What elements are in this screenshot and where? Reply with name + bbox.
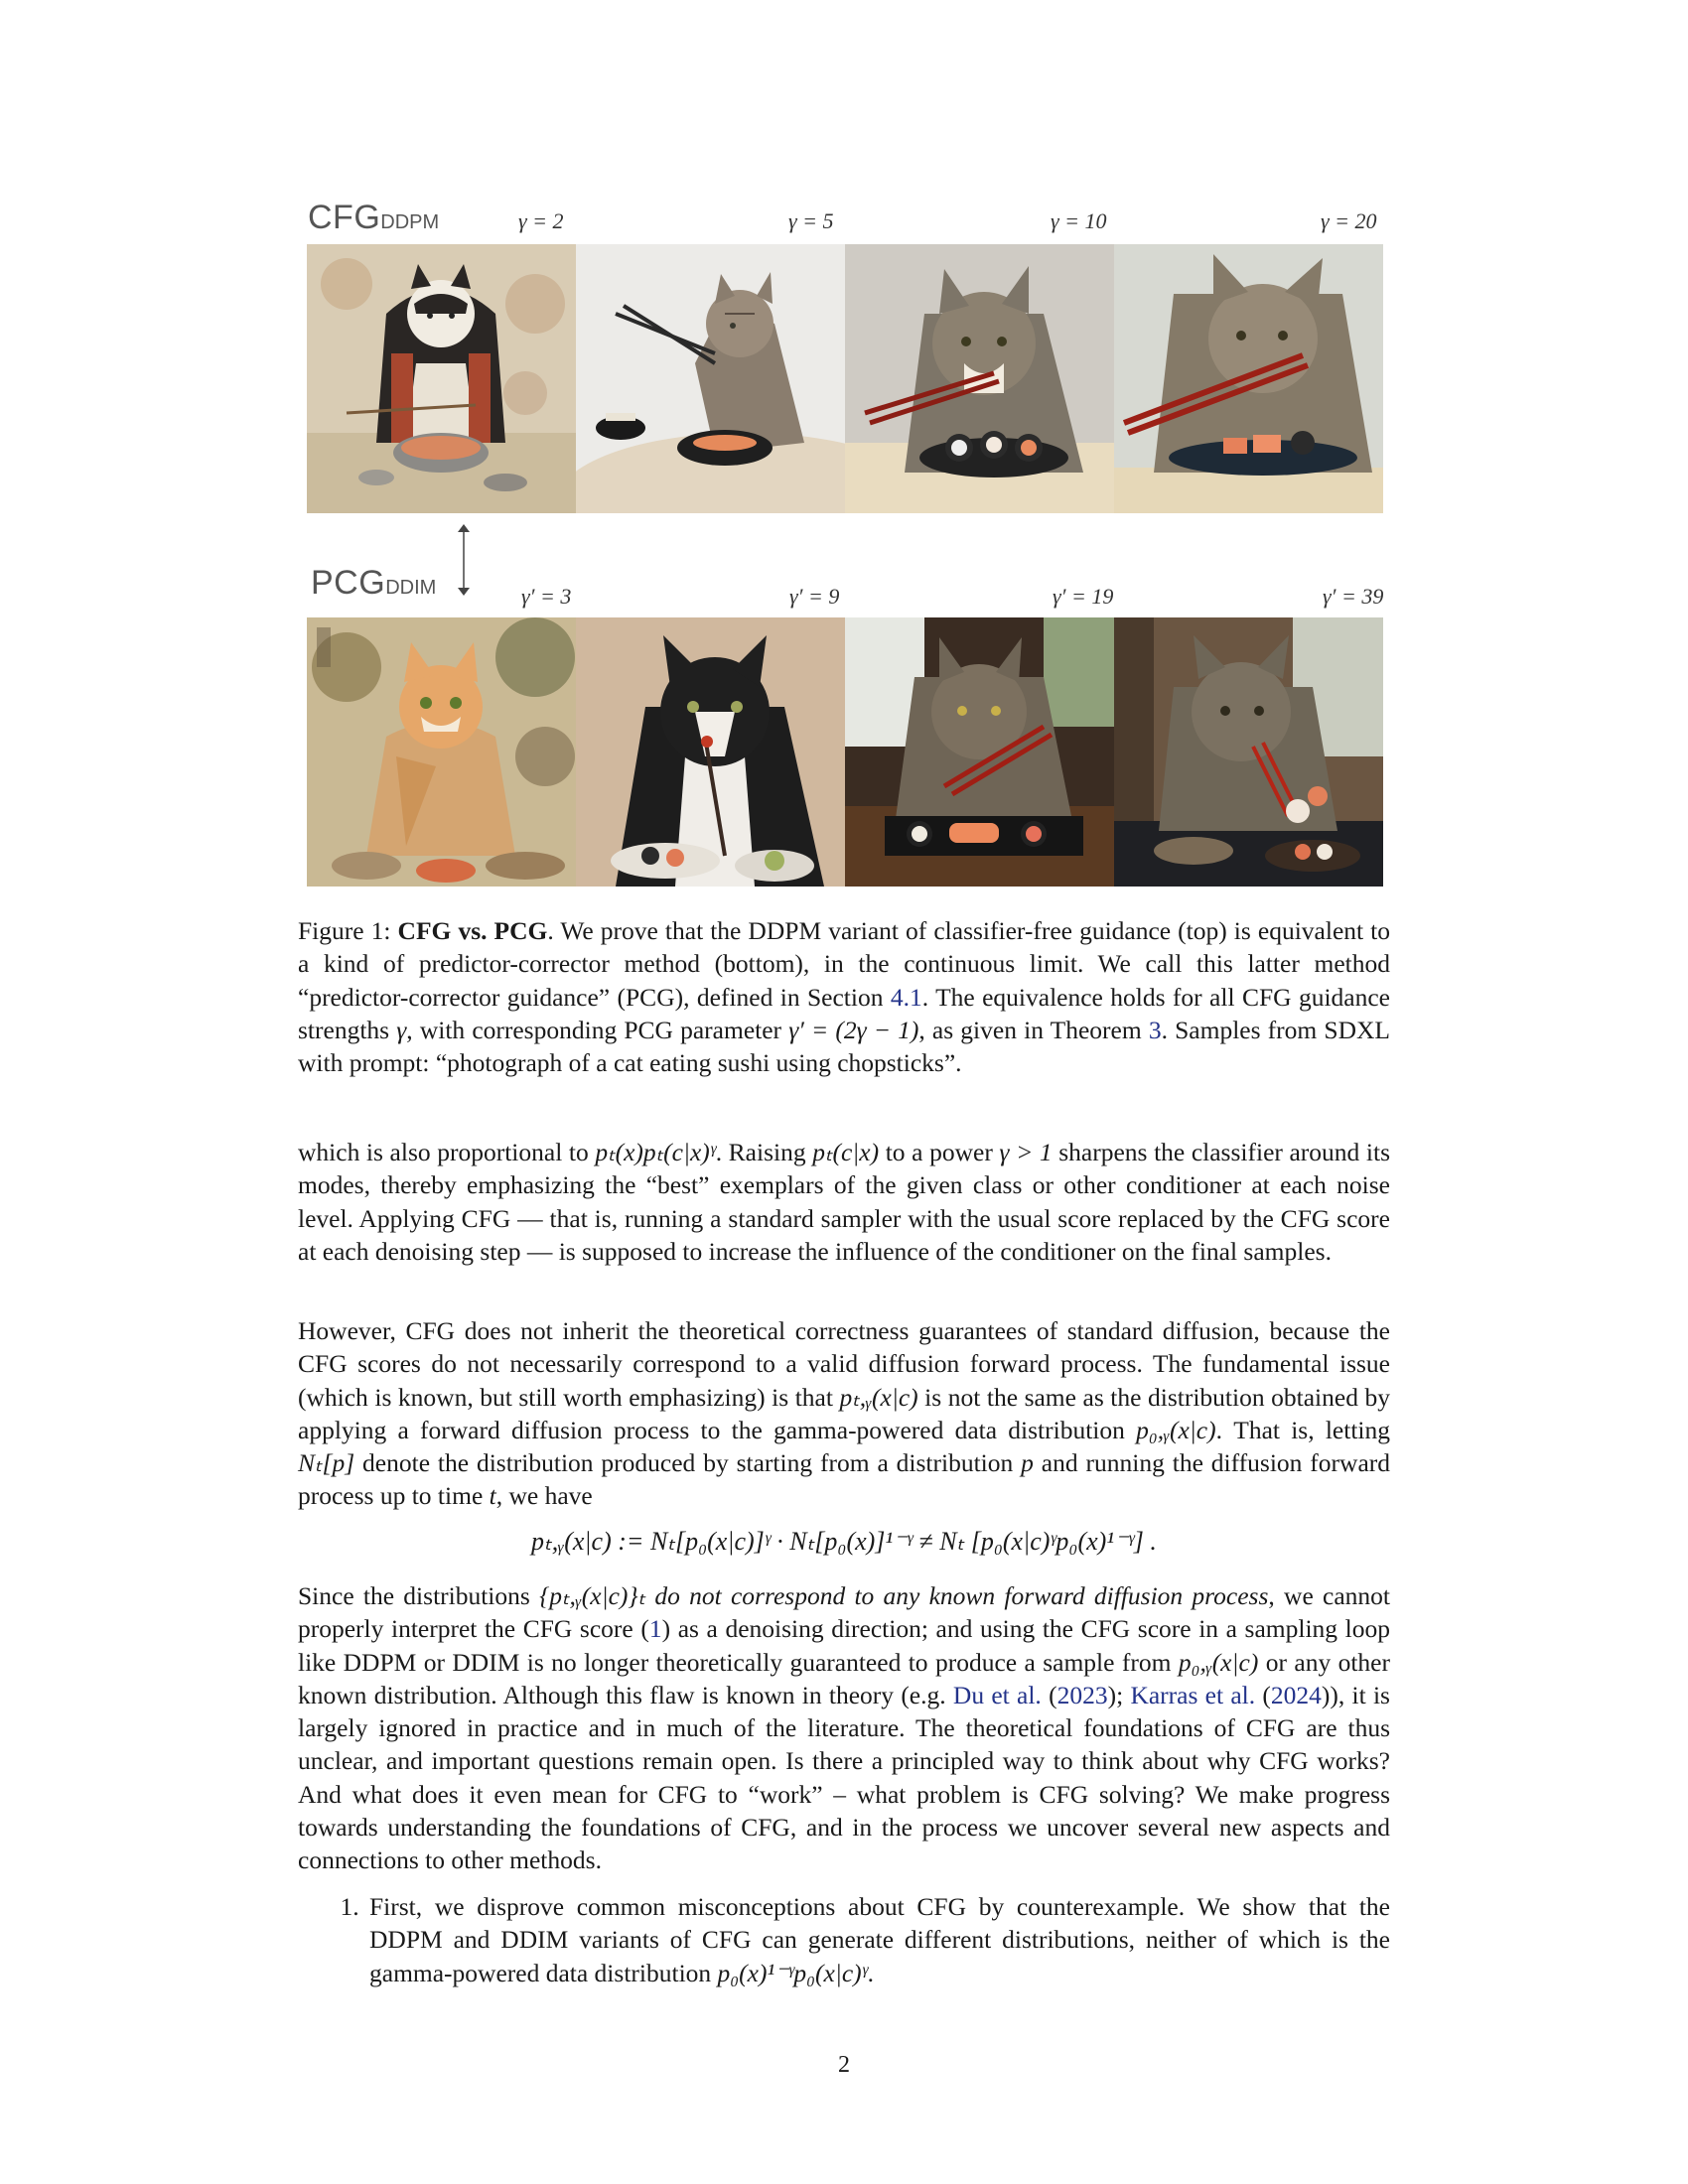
double-arrow-icon (454, 522, 474, 598)
math-inline: pₜ,ᵧ(x|c) (839, 1382, 918, 1412)
paragraph (298, 1314, 1390, 1513)
text: or any other known distribution. Although this flaw is known in theory (e.g. (298, 1647, 1390, 1709)
cfg-row-label: CFGDDPM (308, 199, 440, 236)
text: . (867, 1958, 874, 1987)
text: sharpens the classifier around its modes, thereby emphasizing the “best” exemplars of the given class or other conditioner at each noise level. Applying CFG — that is, running a standard sampler with the usual score replaced by the CFG score at each denoising step — is supposed to increase the influence of the conditioner on the final samples. (298, 1138, 1390, 1266)
math-inline: γ′ = (2γ − 1) (788, 1015, 919, 1044)
text: ); (1107, 1680, 1131, 1709)
paragraph (298, 1136, 1390, 1268)
math-inline: γ > 1 (999, 1138, 1053, 1166)
figure-caption (298, 914, 1390, 1079)
citation-link[interactable]: Du et al. (952, 1680, 1042, 1709)
math-inline: pₜ(x)pₜ(c|x)ᵞ (595, 1138, 716, 1166)
emphasis: do not correspond to any known forward diffusion process (654, 1581, 1269, 1610)
contribution-list (298, 1890, 1390, 1989)
caption-text: . We prove that the DDPM variant of classifier-free guidance (top) is equivalent to a kind of predictor-corrector method (bottom), in the continuous limit. We call this latter method “predictor-corrector guidance” (PCG), defined in Section (298, 916, 1390, 1012)
math-inline: p₀(x)¹⁻ᵞp₀(x|c)ᵞ (717, 1958, 868, 1987)
math-inline: pₜ(c|x) (812, 1138, 880, 1166)
sample-image (576, 617, 845, 887)
text: and running the diffusion forward process up to time (298, 1448, 1391, 1511)
math-inline: p₀,ᵧ(x|c) (1178, 1647, 1259, 1677)
sample-image (845, 617, 1114, 887)
sample-image (1114, 244, 1383, 513)
text: First, we disprove common misconceptions about CFG by counterexample. We show that the DDPM and DDIM variants of CFG can generate different distributions, neither of which is the gamma-powered data distribution (369, 1892, 1390, 1987)
display-equation: pₜ,ᵧ(x|c) := Nₜ[p₀(x|c)]ᵞ · Nₜ[p₀(x)]¹⁻ᵞ ≠ Nₜ [p₀(x|c)ᵞp₀(x)¹⁻ᵞ] . (531, 1527, 1157, 1556)
text: denote the distribution produced by starting from a distribution (354, 1448, 1022, 1478)
gamma-label: γ = 20 (1321, 208, 1377, 233)
text: . That is, letting (1215, 1415, 1390, 1444)
caption-text: , as given in Theorem (918, 1015, 1149, 1044)
text: ) as a denoising direction; and using the CFG score in a sampling loop like DDPM or DDIM is no longer theoretically guaranteed to produce a sample from (298, 1614, 1390, 1677)
page-number: 2 (838, 2052, 850, 2078)
text: Since the distributions (298, 1581, 540, 1610)
pcg-row-label: PCGDDIM (311, 564, 437, 602)
gamma-prime-label: γ′ = 9 (789, 584, 840, 609)
citation-link[interactable]: Karras et al. (1130, 1680, 1256, 1709)
text: , we have (495, 1481, 593, 1511)
paragraph (298, 1579, 1390, 1877)
caption-text: . Samples from SDXL with prompt: “photograph of a cat eating sushi using chopsticks”. (298, 1015, 1390, 1078)
sample-image (307, 617, 576, 887)
gamma-prime-label: γ′ = 19 (1053, 584, 1114, 609)
math-inline: {pₜ,ᵧ(x|c)}ₜ (539, 1581, 646, 1610)
math-inline: γ (396, 1015, 407, 1044)
gamma-prime-label: γ′ = 39 (1323, 584, 1384, 609)
math-inline: t (489, 1481, 496, 1511)
caption-text: . The equivalence holds for all CFG guidance strengths (298, 982, 1390, 1044)
math-inline: p₀,ᵧ(x|c) (1136, 1415, 1216, 1444)
sample-image (307, 244, 576, 513)
theorem-ref-link[interactable]: 3 (1148, 1015, 1162, 1044)
gamma-prime-label: γ′ = 3 (521, 584, 572, 609)
text: However, CFG does not inherit the theoretical correctness guarantees of standard diffusion, because the CFG scores do not necessarily correspond to a valid diffusion forward process. The fundamental issue (which is known, but still worth emphasizing) is that (298, 1316, 1390, 1412)
sample-image (845, 244, 1114, 513)
text: to a power (879, 1138, 1000, 1166)
text: ( (1255, 1680, 1271, 1709)
text: which is also proportional to (298, 1138, 596, 1166)
gamma-label: γ = 5 (788, 208, 834, 233)
gamma-label: γ = 2 (518, 208, 564, 233)
gamma-label: γ = 10 (1051, 208, 1107, 233)
text: . Raising (715, 1138, 813, 1166)
caption-text: , with corresponding PCG parameter (406, 1015, 789, 1044)
math-inline: Nₜ[p] (298, 1448, 355, 1478)
section-ref-link[interactable]: 4.1 (890, 982, 922, 1012)
text: is not the same as the distribution obtained by applying a forward diffusion process to the gamma-powered data distribution (298, 1382, 1390, 1444)
text: )), it is largely ignored in practice and in much of the literature. The theoretical foundations of CFG are thus unclear, and important questions remain open. Is there a principled way to think about why CFG works? And what does it even mean for CFG to “work” – what problem is CFG solving? We make progress towards understanding the foundations of CFG, and in the process we uncover several new aspects and connections to other methods. (298, 1680, 1390, 1875)
caption-title: CFG vs. PCG (397, 916, 548, 945)
citation-year-link[interactable]: 2023 (1056, 1680, 1108, 1709)
sample-image (576, 244, 845, 513)
sample-image (1114, 617, 1383, 887)
equation-ref-link[interactable]: 1 (648, 1614, 662, 1644)
list-item (365, 1890, 1390, 1989)
cfg-image-row (307, 244, 1383, 513)
math-inline: p (1021, 1448, 1034, 1478)
text: , we cannot properly interpret the CFG score ( (298, 1581, 1390, 1644)
text: ( (1041, 1680, 1057, 1709)
pcg-image-row (307, 617, 1383, 887)
citation-year-link[interactable]: 2024 (1270, 1680, 1322, 1709)
caption-prefix: Figure 1: (298, 916, 398, 945)
